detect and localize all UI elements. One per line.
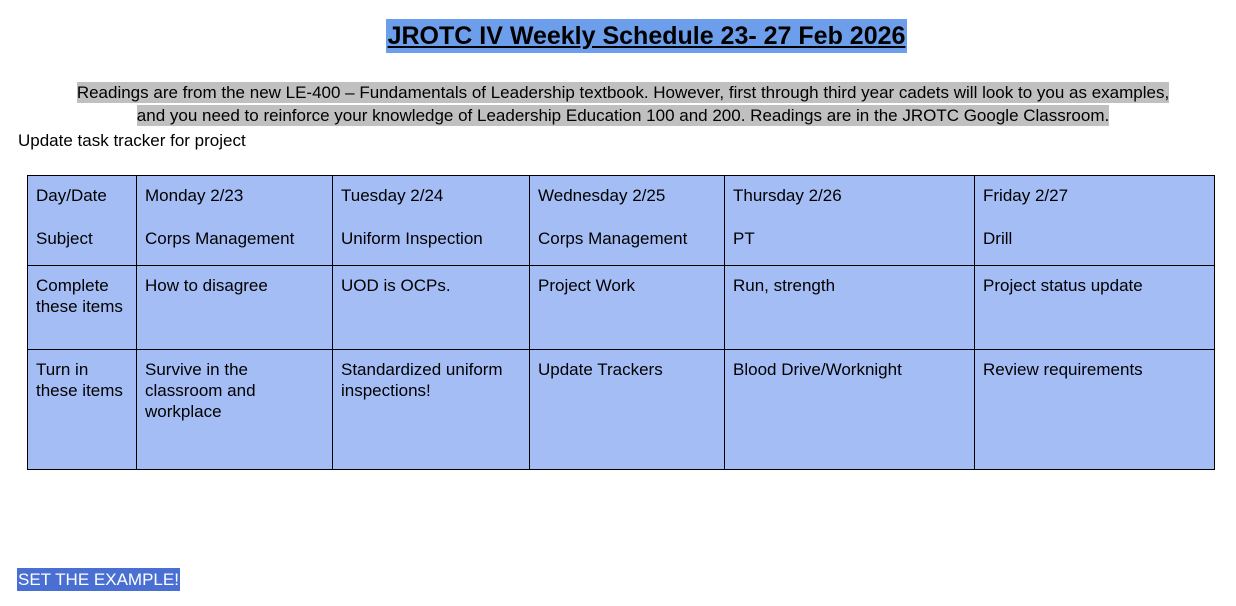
table-cell: Blood Drive/Worknight [725,350,975,470]
cell-day: Thursday 2/26 [733,186,842,205]
table-cell: Run, strength [725,266,975,350]
table-cell: How to disagree [137,266,333,350]
table-cell: UOD is OCPs. [333,266,530,350]
cell-subject: Corps Management [538,229,688,248]
table-cell [28,176,137,266]
cell-subject: Drill [983,229,1013,248]
page-title: JROTC IV Weekly Schedule 23- 27 Feb 2026 [386,19,908,53]
cell-subject: Uniform Inspection [341,229,483,248]
table-cell: Update Trackers [530,350,725,470]
table-row-turn-in-items [28,350,1215,470]
footer-container [17,568,180,591]
table-row-day-subject [28,176,1215,266]
table-cell: Project Work [530,266,725,350]
cell-subject: Corps Management [145,229,295,248]
table-cell [530,176,725,266]
intro-paragraph [18,81,1228,127]
table-cell: Survive in the classroom and workplace [137,350,333,470]
cell-day: Friday 2/27 [983,186,1069,205]
table-cell: Complete these items [28,266,137,350]
table-cell: Turn in these items [28,350,137,470]
table-cell [975,176,1215,266]
intro-line-1: Readings are from the new LE-400 – Fundamentals of Leadership textbook. However, first through third year cadets will look to you as examples, [76,83,1170,102]
task-note: Update task tracker for project [18,131,246,150]
schedule-table [27,175,1215,470]
cell-day: Monday 2/23 [145,186,244,205]
cell-subject: Subject [36,229,93,248]
table-cell: Review requirements [975,350,1215,470]
cell-day: Tuesday 2/24 [341,186,444,205]
cell-day: Wednesday 2/25 [538,186,666,205]
table-row-complete-items [28,266,1215,350]
title-container [0,19,1236,53]
cell-day: Day/Date [36,186,107,205]
footer-slogan: SET THE EXAMPLE! [18,570,179,589]
intro-line-2: and you need to reinforce your knowledge of Leadership Education 100 and 200. Readings are in the JROTC Google Classroom. [136,106,1110,125]
table-cell [333,176,530,266]
table-cell: Project status update [975,266,1215,350]
table-cell [725,176,975,266]
cell-subject: PT [733,229,755,248]
table-cell [137,176,333,266]
table-cell: Standardized uniform inspections! [333,350,530,470]
